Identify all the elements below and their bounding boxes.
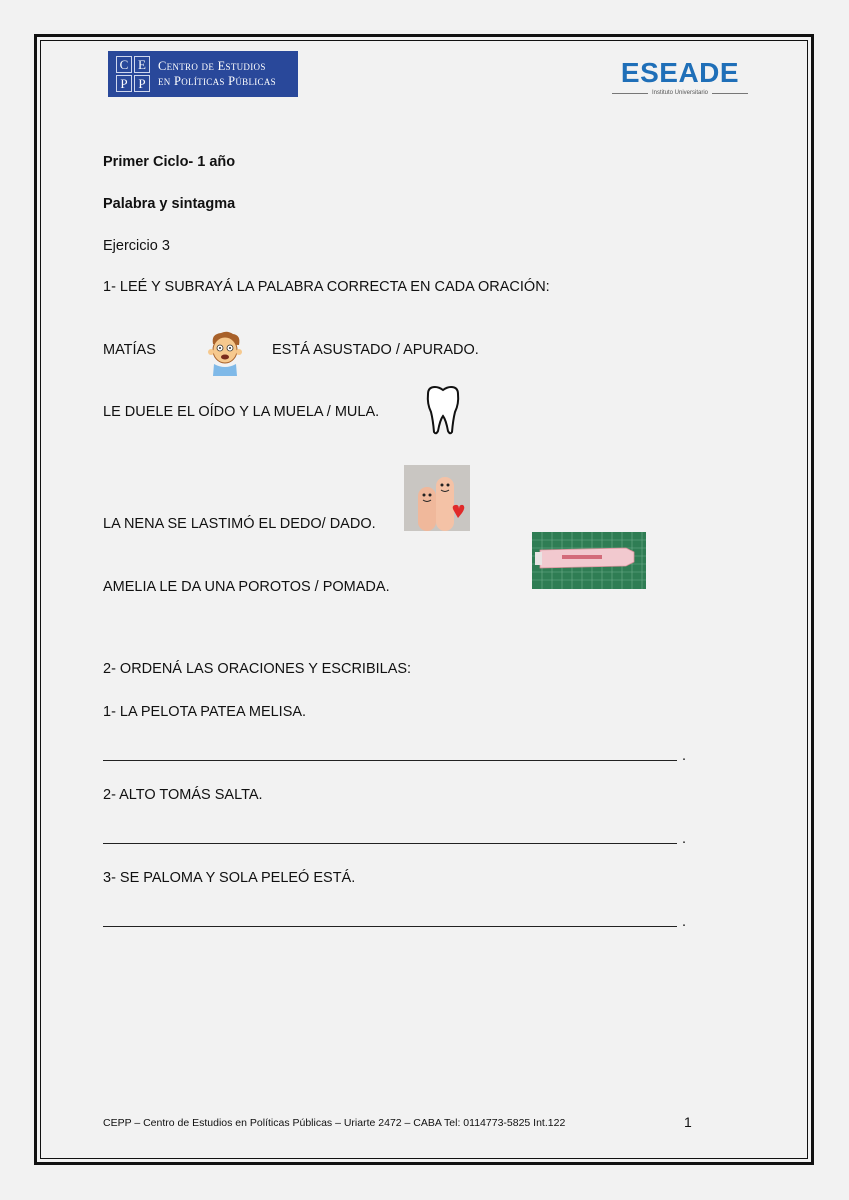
cepp-letter: E [134, 56, 150, 73]
answer-line-3[interactable] [103, 926, 677, 927]
fingers-bandage-photo [404, 465, 470, 531]
answer-line-2-end: . [682, 831, 687, 847]
reorder-item-3: 3- SE PALOMA Y SOLA PELEÓ ESTÁ. [103, 870, 356, 886]
exercise-label: Ejercicio 3 [103, 238, 170, 254]
sentence-1-part1: MATÍAS [103, 342, 156, 358]
cepp-letter: P [116, 75, 132, 92]
reorder-item-2: 2- ALTO TOMÁS SALTA. [103, 787, 263, 803]
footer-text: CEPP – Centro de Estudios en Políticas Públicas – Uriarte 2472 – CABA Tel: 0114773-5825 Int.122 [103, 1117, 566, 1129]
section1-instruction: 1- LEÉ Y SUBRAYÁ LA PALABRA CORRECTA EN CADA ORACIÓN: [103, 279, 550, 295]
section2-instruction: 2- ORDENÁ LAS ORACIONES Y ESCRIBILAS: [103, 661, 412, 677]
cepp-logo-letters [116, 56, 150, 92]
reorder-item-1: 1- LA PELOTA PATEA MELISA. [103, 704, 307, 720]
cepp-letter: P [134, 75, 150, 92]
topic-heading: Palabra y sintagma [103, 196, 236, 212]
page-number: 1 [684, 1114, 692, 1130]
sentence-4: AMELIA LE DA UNA POROTOS / POMADA. [103, 579, 390, 595]
cepp-logo-text [158, 59, 276, 89]
ointment-tube-photo [532, 532, 646, 589]
cepp-logo-line1: Centro de Estudios [158, 59, 266, 73]
eseade-logo-subtitle: Instituto Universitario [651, 90, 709, 96]
answer-line-1-end: . [682, 748, 687, 764]
eseade-logo-subtitle-row [610, 90, 750, 96]
eseade-logo-name: ESEADE [620, 57, 740, 88]
answer-line-2[interactable] [103, 843, 677, 844]
sentence-1-part2: ESTÁ ASUSTADO / APURADO. [272, 342, 479, 358]
eseade-logo [610, 57, 750, 101]
divider [612, 93, 648, 94]
scared-boy-icon [205, 330, 245, 378]
level-heading: Primer Ciclo- 1 año [103, 154, 236, 170]
tooth-icon [424, 386, 462, 436]
cepp-logo-line2: en Políticas Públicas [158, 74, 276, 88]
divider [712, 93, 748, 94]
sentence-2: LE DUELE EL OÍDO Y LA MUELA / MULA. [103, 404, 380, 420]
answer-line-3-end: . [682, 914, 687, 930]
answer-line-1[interactable] [103, 760, 677, 761]
cepp-logo [108, 51, 298, 97]
sentence-3: LA NENA SE LASTIMÓ EL DEDO/ DADO. [103, 516, 376, 532]
cepp-letter: C [116, 56, 132, 73]
